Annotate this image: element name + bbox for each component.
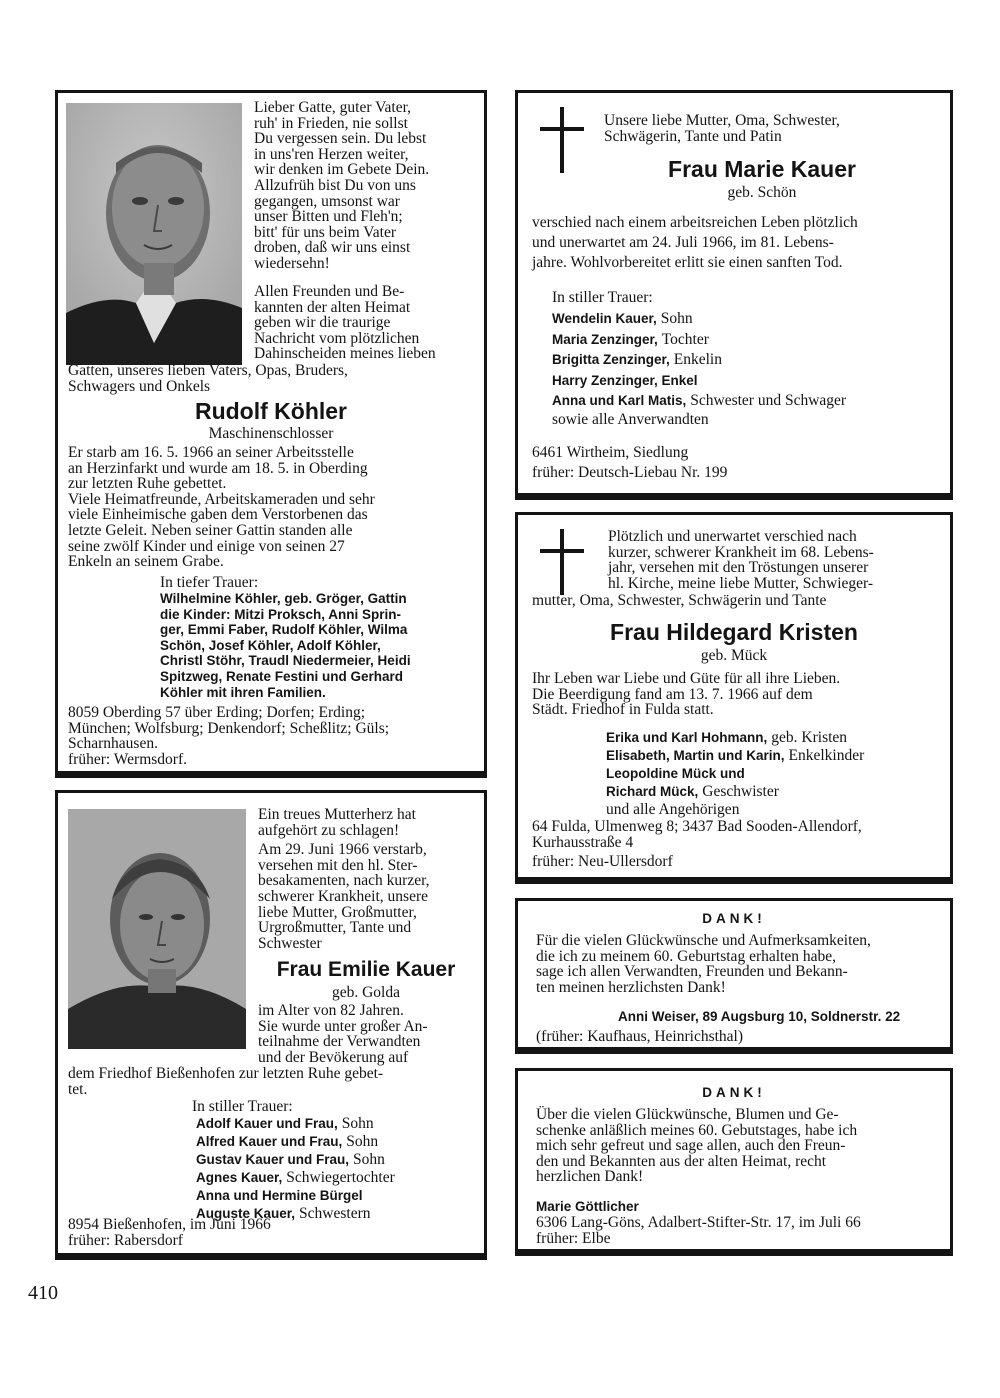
mourner-row bbox=[606, 783, 946, 801]
intro-line: jahr, versehen mit den Tröstungen unserer bbox=[608, 559, 869, 577]
address-line: 64 Fulda, Ulmenweg 8; 3437 Bad Sooden-Allendorf, bbox=[532, 818, 862, 835]
mourner-row bbox=[196, 1187, 486, 1205]
mourning-heading: In stiller Trauer: bbox=[192, 1098, 293, 1115]
address-block bbox=[532, 819, 944, 870]
body-line: und der Bevökerung auf bbox=[258, 1048, 409, 1066]
body-line: die ich zu meinem 60. Geburtstag erhalten habe, bbox=[536, 947, 836, 965]
intro-block bbox=[258, 807, 478, 951]
body-line: Für die vielen Glückwünsche und Aufmerksamkeiten, bbox=[536, 932, 871, 949]
body-block bbox=[536, 933, 946, 995]
mourner-name: Richard Mück, bbox=[606, 784, 699, 799]
mourner-role: Sohn bbox=[346, 1133, 379, 1150]
body-line: Die Beerdigung fand am 13. 7. 1966 auf dem bbox=[532, 685, 813, 703]
verse-line: unser Bitten und Fleh'n; bbox=[254, 208, 403, 226]
body-line: mich sehr gefreut und sage allen, auch den Freun- bbox=[536, 1137, 846, 1155]
cross-icon bbox=[540, 529, 584, 595]
body-line: den und Bekannten aus der alten Heimat, recht bbox=[536, 1152, 827, 1170]
mourner-line: Schön, Josef Köhler, Adolf Köhler, bbox=[160, 637, 381, 653]
mourner-row bbox=[552, 350, 942, 371]
mourner-role: und alle Angehörigen bbox=[606, 801, 740, 818]
body-block bbox=[532, 213, 942, 273]
intro-line: kurzer, schwerer Krankheit im 68. Lebens- bbox=[608, 543, 874, 561]
birth-name: geb. Mück bbox=[700, 647, 768, 664]
body-line: an Herzinfarkt und wurde am 18. 5. in Oberding bbox=[68, 459, 368, 477]
address: 6461 Wirtheim, Siedlung bbox=[532, 444, 689, 461]
body-block bbox=[536, 1107, 946, 1185]
intro-line: Plötzlich und unerwartet verschied nach bbox=[608, 528, 857, 545]
body-line: Viele Heimatfreunde, Arbeitskameraden und sehr bbox=[68, 490, 375, 508]
mourner-name: Brigitta Zenzinger, bbox=[552, 352, 670, 367]
mourner-role: Enkelkinder bbox=[788, 747, 865, 764]
mourner-role: Schwestern bbox=[299, 1205, 371, 1222]
intro-line: hl. Kirche, meine liebe Mutter, Schwieger- bbox=[608, 574, 874, 592]
mourner-name: Erika und Karl Hohmann, bbox=[606, 730, 768, 745]
body-line: Städt. Friedhof in Fulda statt. bbox=[532, 701, 714, 719]
verse-line: droben, daß wir uns einst bbox=[254, 239, 411, 257]
mourner-line: die Kinder: Mitzi Proksch, Anni Sprin- bbox=[160, 606, 402, 622]
mourner-role: Sohn bbox=[341, 1115, 374, 1132]
body-line: schenke anläßlich meines 60. Gebutstages, habe ich bbox=[536, 1121, 858, 1139]
body-block bbox=[532, 671, 942, 718]
mourner-role: geb. Kristen bbox=[771, 729, 848, 746]
address-block bbox=[68, 705, 480, 767]
intro-line: aufgehört zu schlagen! bbox=[258, 821, 400, 839]
mourner-name: Auguste Kauer, bbox=[196, 1206, 296, 1221]
intro-line: Schwester bbox=[258, 934, 322, 952]
mourners-block bbox=[160, 591, 480, 700]
mourner-row bbox=[196, 1169, 486, 1187]
mourner-row bbox=[552, 330, 942, 351]
mourner-name: Leopoldine Mück und bbox=[606, 766, 745, 781]
address-line: München; Wolfsburg; Denkendorf; Scheßlitz; Güls; bbox=[68, 719, 390, 737]
deceased-name: Rudolf Köhler bbox=[194, 398, 348, 424]
mourner-role: Enkelin bbox=[673, 351, 722, 368]
body-line: Enkeln an seinem Grabe. bbox=[68, 553, 224, 571]
intro-line: besakamenten, nach kurzer, bbox=[258, 872, 430, 890]
mourners-block bbox=[552, 309, 942, 427]
mourner-row bbox=[196, 1151, 486, 1169]
intro-full-line: Gatten, unseres lieben Vaters, Opas, Bruders, bbox=[68, 362, 348, 379]
body-line: Ihr Leben war Liebe und Güte für all ihre Lieben. bbox=[532, 670, 841, 687]
body-block bbox=[258, 1003, 478, 1065]
thanks-notice-gottlicher bbox=[515, 1068, 953, 1256]
body-full-block bbox=[68, 1066, 480, 1097]
intro-full-block bbox=[68, 363, 478, 394]
intro-line: schwerer Krankheit, unsere bbox=[258, 887, 428, 905]
mourner-row bbox=[196, 1115, 486, 1133]
mourner-row bbox=[552, 371, 942, 392]
mourner-name: Anna und Karl Matis, bbox=[552, 393, 687, 408]
signature: Marie Göttlicher bbox=[536, 1199, 639, 1214]
signature: Anni Weiser, 89 Augsburg 10, Soldnerstr. 22 bbox=[618, 1009, 901, 1024]
mourner-name: Adolf Kauer und Frau, bbox=[196, 1116, 338, 1131]
mourner-line: Christl Stöhr, Traudl Niedermeier, Heidi bbox=[160, 653, 411, 669]
mourner-row bbox=[606, 765, 946, 783]
body-line: teilnahme der Verwandten bbox=[258, 1033, 421, 1051]
mourner-name: Gustav Kauer und Frau, bbox=[196, 1152, 350, 1167]
notice-emilie-kauer bbox=[55, 790, 487, 1260]
occupation: Maschinenschlosser bbox=[208, 425, 334, 442]
former-residence: früher: Deutsch-Liebau Nr. 199 bbox=[532, 464, 728, 481]
mourner-role: Sohn bbox=[660, 310, 693, 327]
mourner-name: Alfred Kauer und Frau, bbox=[196, 1134, 343, 1149]
mourner-role: Schwester und Schwager bbox=[690, 392, 847, 409]
mourner-role: Sohn bbox=[353, 1151, 385, 1168]
body-line: zur letzten Ruhe gebettet. bbox=[68, 475, 227, 493]
mourner-name: Agnes Kauer, bbox=[196, 1170, 283, 1185]
body-line: und unerwartet am 24. Juli 1966, im 81. Lebens- bbox=[532, 234, 834, 251]
body-line: sage ich allen Verwandten, Freunden und Bekann- bbox=[536, 963, 848, 981]
portrait-photo-emilie-kauer bbox=[68, 809, 246, 1049]
thanks-notice-weiser bbox=[515, 898, 953, 1054]
intro-line: Unsere liebe Mutter, Oma, Schwester, bbox=[604, 112, 840, 129]
mourner-row bbox=[552, 391, 942, 412]
mourner-row bbox=[606, 801, 946, 819]
former-residence: früher: Neu-Ullersdorf bbox=[532, 853, 673, 871]
page-number: 410 bbox=[28, 1282, 58, 1304]
intro-line: Am 29. Juni 1966 verstarb, bbox=[258, 841, 427, 859]
intro-full-line: Schwagers und Onkels bbox=[68, 377, 211, 395]
verse-line: in uns'ren Herzen weiter, bbox=[254, 145, 409, 163]
intro-block bbox=[608, 529, 948, 591]
deceased-name: Frau Emilie Kauer bbox=[276, 958, 456, 981]
mourner-line: Spitzweg, Renate Festini und Gerhard bbox=[160, 668, 404, 684]
former-residence: früher: Wermsdorf. bbox=[68, 750, 187, 768]
mourner-name: Harry Zenzinger, Enkel bbox=[552, 372, 698, 388]
body-line: Über die vielen Glückwünsche, Blumen und Ge- bbox=[536, 1106, 839, 1123]
verse-block bbox=[254, 100, 474, 272]
address-line: 8059 Oberding 57 über Erding; Dorfen; Erding; bbox=[68, 704, 366, 721]
verse-line: gegangen, umsonst war bbox=[254, 192, 400, 210]
mourner-name: Elisabeth, Martin und Karin, bbox=[606, 748, 785, 763]
thanks-heading: DANK! bbox=[702, 911, 766, 926]
notice-rudolf-kohler bbox=[55, 90, 487, 778]
verse-line: wiedersehn! bbox=[254, 254, 330, 272]
verse-line: bitt' für uns beim Vater bbox=[254, 223, 396, 241]
body-line: tet. bbox=[68, 1080, 88, 1098]
intro-line: geben wir die traurige bbox=[254, 314, 391, 332]
mourner-line: ger, Emmi Faber, Rudolf Köhler, Wilma bbox=[160, 622, 408, 638]
verse-line: Allzufrüh bist Du von uns bbox=[254, 176, 416, 194]
mourner-role: Geschwister bbox=[702, 783, 779, 800]
intro-line: Schwägerin, Tante und Patin bbox=[604, 127, 782, 145]
address: 6306 Lang-Göns, Adalbert-Stifter-Str. 17, im Juli 66 bbox=[536, 1214, 861, 1231]
intro-line: Allen Freunden und Be- bbox=[254, 283, 405, 300]
mourner-line: Köhler mit ihren Familien. bbox=[160, 684, 326, 700]
mourning-heading: In tiefer Trauer: bbox=[160, 574, 259, 591]
mourners-block bbox=[196, 1115, 486, 1223]
former-residence: früher: Rabersdorf bbox=[68, 1232, 183, 1249]
intro-line: Nachricht vom plötzlichen bbox=[254, 329, 420, 347]
birth-name: geb. Schön bbox=[727, 184, 797, 201]
deceased-name: Frau Hildegard Kristen bbox=[610, 619, 858, 645]
verse-line: wir denken im Gebete Dein. bbox=[254, 161, 430, 179]
portrait-photo-rudolf-kohler bbox=[66, 103, 242, 365]
birth-name: geb. Golda bbox=[331, 984, 400, 1001]
verse-line: Lieber Gatte, guter Vater, bbox=[254, 99, 412, 116]
intro-line: Ein treues Mutterherz hat bbox=[258, 806, 416, 823]
notice-hildegard-kristen bbox=[515, 512, 953, 884]
mourner-name: Maria Zenzinger, bbox=[552, 331, 658, 347]
body-line: jahre. Wohlvorbereitet erlitt sie einen sanften Tod. bbox=[532, 254, 843, 271]
body-line: im Alter von 82 Jahren. bbox=[258, 1002, 404, 1019]
former-residence: (früher: Kaufhaus, Heinrichsthal) bbox=[536, 1028, 744, 1045]
intro-line: liebe Mutter, Großmutter, bbox=[258, 903, 417, 921]
notice-marie-kauer bbox=[515, 90, 953, 500]
mourner-name: Wendelin Kauer, bbox=[552, 311, 657, 326]
address-line: Kurhausstraße 4 bbox=[532, 833, 634, 851]
mourner-role: Schwiegertochter bbox=[286, 1169, 395, 1186]
mourner-line: Wilhelmine Köhler, geb. Gröger, Gattin bbox=[160, 591, 407, 606]
body-line: Sie wurde unter großer An- bbox=[258, 1017, 428, 1035]
intro-block bbox=[604, 113, 944, 144]
deceased-name: Frau Marie Kauer bbox=[668, 156, 856, 182]
mourner-row bbox=[196, 1133, 486, 1151]
body-line: herzlichen Dank! bbox=[536, 1168, 644, 1186]
mourner-row bbox=[606, 747, 946, 765]
former-residence: früher: Elbe bbox=[536, 1230, 611, 1247]
body-line: seine zwölf Kinder und einige von seinen 27 bbox=[68, 537, 345, 555]
mourners-tail: sowie alle Anverwandten bbox=[552, 410, 709, 428]
intro-line: Urgroßmutter, Tante und bbox=[258, 919, 412, 937]
mourner-name: Anna und Hermine Bürgel bbox=[196, 1188, 363, 1203]
intro-line: kannten der alten Heimat bbox=[254, 298, 411, 316]
body-line: dem Friedhof Bießenhofen zur letzten Ruhe gebet- bbox=[68, 1065, 384, 1082]
verse-line: ruh' in Frieden, nie sollst bbox=[254, 114, 408, 132]
address-line: Scharnhausen. bbox=[68, 735, 158, 753]
address: 8954 Bießenhofen, im Juni 1966 bbox=[68, 1216, 271, 1233]
mourner-role: Tochter bbox=[661, 330, 709, 348]
intro-line: Dahinscheiden meines lieben bbox=[254, 345, 436, 363]
verse-line: Du vergessen sein. Du lebst bbox=[254, 130, 427, 148]
intro-line: versehen mit den hl. Ster- bbox=[258, 856, 418, 874]
body-line: ten meinen herzlichsten Dank! bbox=[536, 978, 726, 996]
intro-block bbox=[254, 284, 474, 362]
cross-icon bbox=[540, 107, 584, 173]
mourning-heading: In stiller Trauer: bbox=[552, 289, 653, 306]
thanks-heading: DANK! bbox=[702, 1085, 766, 1100]
mourners-block bbox=[606, 729, 946, 819]
mourner-row bbox=[552, 309, 942, 330]
body-line: verschied nach einem arbeitsreichen Leben plötzlich bbox=[532, 214, 858, 231]
mourner-row bbox=[606, 729, 946, 747]
body-line: Er starb am 16. 5. 1966 an seiner Arbeitsstelle bbox=[68, 444, 354, 461]
body-block bbox=[68, 445, 480, 570]
body-line: viele Einheimische gaben dem Verstorbenen das bbox=[68, 506, 368, 524]
intro-full-line: mutter, Oma, Schwester, Schwägerin und Tante bbox=[532, 592, 827, 609]
body-line: letzte Geleit. Neben seiner Gattin standen alle bbox=[68, 521, 353, 539]
